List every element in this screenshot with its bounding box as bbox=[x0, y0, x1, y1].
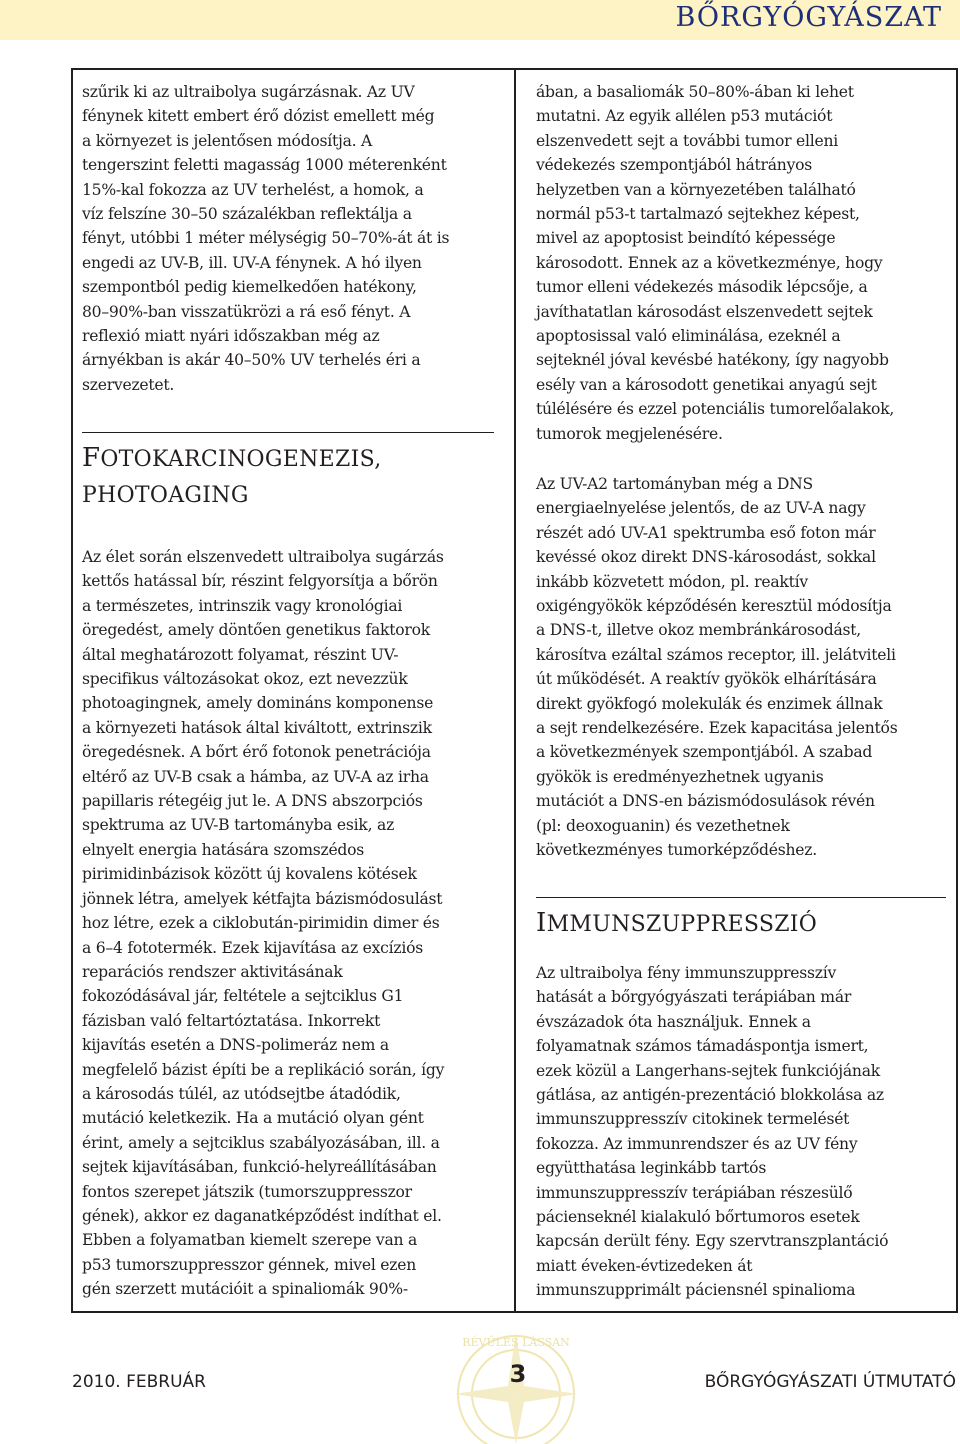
text-line: sejtek kijavításában, funkció-helyreállításában bbox=[82, 1158, 437, 1177]
section-title: BŐRGYÓGYÁSZAT bbox=[675, 2, 942, 33]
text-line: következményes tumorképződéshez. bbox=[536, 841, 817, 860]
text-line: fokozódásával jár, feltétele a sejtciklus G1 bbox=[82, 987, 404, 1006]
text-line: kevéssé okoz direkt DNS-károsodást, sokkal bbox=[536, 548, 876, 567]
text-line: megfelelő bázist építi be a replikáció során, így bbox=[82, 1060, 445, 1079]
publication-name: BŐRGYÓGYÁSZATI ÚTMUTATÓ bbox=[704, 1372, 956, 1392]
text-line: Ebben a folyamatban kiemelt szerepe van a bbox=[82, 1231, 418, 1250]
text-line: mutatni. Az egyik allélen p53 mutációt bbox=[536, 107, 833, 126]
text-line: védekezés szempontjából hátrányos bbox=[536, 156, 813, 175]
text-line: eltérő az UV-B csak a hámba, az UV-A az irha bbox=[82, 767, 429, 786]
text-line: gének), akkor ez daganatképződést indíthat el. bbox=[82, 1206, 442, 1225]
text-line: helyzetben van a környezetében található bbox=[536, 180, 856, 199]
issue-date: 2010. FEBRUÁR bbox=[72, 1372, 206, 1392]
text-line: kettős hatással bír, részint felgyorsítja a bőrön bbox=[82, 572, 438, 591]
text-line: photoagingnek, amely domináns komponense bbox=[82, 694, 434, 713]
text-line: tumor elleni védekezés második lépcsője, a bbox=[536, 278, 868, 297]
text-line: hatását a bőrgyógyászati terápiában már bbox=[536, 988, 852, 1007]
text-line: szempontból pedig kiemelkedően hatékony, bbox=[82, 278, 417, 297]
text-line: gén szerzett mutációit a spinaliomák 90%- bbox=[82, 1280, 408, 1299]
text-line: a környezet is jelentősen módosítja. A bbox=[82, 131, 373, 150]
text-line: pirimidinbázisok között új kovalens kötések bbox=[82, 865, 417, 884]
text-line: szervezetet. bbox=[82, 375, 175, 394]
photoaging-paragraph bbox=[82, 545, 506, 1302]
text-line: Az élet során elszenvedett ultraibolya sugárzás bbox=[82, 548, 444, 566]
text-line: oxigéngyökök képződésén keresztül módosítja bbox=[536, 597, 892, 616]
text-line: mivel az apoptosist beindító képessége bbox=[536, 229, 836, 248]
text-line: Az UV-A2 tartományban még a DNS bbox=[536, 475, 813, 493]
text-line: ában, a basaliomák 50–80%-ában ki lehet bbox=[536, 83, 854, 101]
text-line: p53 tumorszuppresszor génnek, mivel ezen bbox=[82, 1255, 417, 1274]
text-line: direkt gyökfogó molekulák és enzimek állnak bbox=[536, 694, 883, 713]
text-line: árnyékban is akár 40–50% UV terhelés éri a bbox=[82, 351, 421, 370]
text-line: károsítva ezáltal számos receptor, ill. jelátviteli bbox=[536, 645, 896, 664]
text-line: immunszupprimált páciensnél spinalioma bbox=[536, 1281, 856, 1300]
text-line: Az ultraibolya fény immunszuppresszív bbox=[536, 964, 837, 982]
text-line: 15%-kal fokozza az UV terhelést, a homok, a bbox=[82, 180, 424, 199]
text-line: víz felszíne 30–50 százalékban reflektálja a bbox=[82, 205, 412, 224]
text-line: specifikus változásokat okoz, ezt nevezzük bbox=[82, 670, 408, 689]
text-line: a károsodás túlél, az utódsejtbe átadódik, bbox=[82, 1084, 401, 1103]
text-line: reflexió miatt nyári időszakban még az bbox=[82, 327, 380, 346]
text-line: pácienseknél kialakuló bőrtumoros esetek bbox=[536, 1208, 860, 1227]
text-line: immunszuppresszív terápiában részesülő bbox=[536, 1183, 853, 1202]
heading-rule bbox=[536, 897, 946, 898]
text-line: a sejt rendelkezésére. Ezek kapacitása jelentős bbox=[536, 719, 898, 738]
text-line: részét adó UV-A1 spektrumba eső foton már bbox=[536, 523, 876, 542]
text-line: károsodott. Ennek az a következménye, hogy bbox=[536, 253, 883, 272]
text-line: a következmények szempontjából. A szabad bbox=[536, 743, 873, 762]
text-line: normál p53-t tartalmazó sejtekhez képest, bbox=[536, 205, 860, 224]
column-divider bbox=[514, 68, 516, 1313]
text-line: évszázadok óta használjuk. Ennek a bbox=[536, 1012, 811, 1031]
section-heading-photoaging: FOTOKARCINOGENEZIS, PHOTOAGING bbox=[82, 443, 382, 508]
seal-text: RÉVÜLÉS LÁSSAN bbox=[462, 1336, 570, 1349]
text-line: (pl: deoxoguanin) és vezethetnek bbox=[536, 816, 790, 835]
text-line: által meghatározott folyamat, részint UV- bbox=[82, 645, 399, 664]
text-line: tumorok megjelenésére. bbox=[536, 424, 723, 443]
section-heading-immunszuppresszio: IMMUNSZUPPRESSZIÓ bbox=[536, 908, 818, 938]
text-line: fényt, utóbbi 1 méter mélységig 50–70%-át át is bbox=[82, 229, 450, 248]
text-line: kijavítás esetén a DNS-polimeráz nem a bbox=[82, 1036, 389, 1055]
text-line: a DNS-t, illetve okoz membránkárosodást, bbox=[536, 621, 862, 640]
text-line: érint, amely a sejtciklus szabályozásában, ill. a bbox=[82, 1133, 440, 1152]
text-line: 80–90%-ban visszatükrözi a rá eső fényt. A bbox=[82, 302, 411, 321]
text-line: miatt éveken-évtizedeken át bbox=[536, 1256, 753, 1275]
text-line: túlélésére és ezzel potenciális tumorelőalakok, bbox=[536, 400, 895, 419]
text-line: elnyelt energia hatására szomszédos bbox=[82, 840, 365, 859]
text-line: inkább közvetett módon, pl. reaktív bbox=[536, 572, 808, 591]
text-line: mutációt a DNS-en bázismódosulások révén bbox=[536, 792, 875, 811]
text-line: a környezeti hatások által kiváltott, extrinszik bbox=[82, 718, 432, 737]
text-line: sejteknél jóval kevésbé hatékony, így nagyobb bbox=[536, 351, 889, 370]
text-line: a 6–4 fototermék. Ezek kijavítása az excíziós bbox=[82, 938, 423, 957]
text-line: szűrik ki az ultraibolya sugárzásnak. Az UV bbox=[82, 83, 415, 101]
p53-paragraph bbox=[536, 80, 950, 446]
text-line: ezek közül a Langerhans-sejtek funkciójának bbox=[536, 1061, 880, 1080]
text-line: papillaris rétegéig jut le. A DNS abszorpciós bbox=[82, 792, 423, 811]
text-line: elszenvedett sejt a további tumor elleni bbox=[536, 131, 839, 150]
text-line: fénynek kitett embert érő dózist emellett még bbox=[82, 107, 435, 126]
heading-rule bbox=[82, 432, 494, 433]
text-line: esély van a károsodott genetikai anyagú sejt bbox=[536, 375, 877, 394]
text-line: gátlása, az antigén-prezentáció blokkolása az bbox=[536, 1086, 884, 1105]
text-line: engedi az UV-B, ill. UV-A fénynek. A hó ilyen bbox=[82, 253, 422, 272]
text-line: spektruma az UV-B tartományba esik, az bbox=[82, 816, 395, 835]
text-line: gyökök is eredményezhetnek ugyanis bbox=[536, 767, 824, 786]
text-line: együtthatása leginkább tartós bbox=[536, 1159, 767, 1178]
text-line: apoptosissal való eliminálása, ezeknél a bbox=[536, 327, 841, 346]
text-line: jönnek létra, amelyek kétfajta bázismódosulást bbox=[82, 889, 443, 908]
text-line: öregedést, amely döntően genetikus faktorok bbox=[82, 621, 430, 640]
text-line: reparációs rendszer aktivitásának bbox=[82, 962, 343, 981]
text-line: folyamatnak számos támadáspontja ismert, bbox=[536, 1037, 869, 1056]
uva-paragraph bbox=[536, 472, 950, 863]
text-line: immunszuppresszív citokinek termelését bbox=[536, 1110, 850, 1129]
page-number: 3 bbox=[509, 1360, 527, 1388]
text-line: út működését. A reaktív gyökök elhárítására bbox=[536, 670, 877, 689]
text-line: mutáció keletkezik. Ha a mutáció olyan gént bbox=[82, 1109, 424, 1128]
text-line: hoz létre, ezek a ciklobután-pirimidin dimer és bbox=[82, 914, 440, 933]
text-line: öregedésnek. A bőrt érő fotonok penetrációja bbox=[82, 743, 431, 762]
text-line: fázisban való feltartóztatása. Inkorrekt bbox=[82, 1011, 381, 1030]
text-line: javíthatatlan károsodást elszenvedett sejtek bbox=[536, 302, 873, 321]
immunsuppression-paragraph bbox=[536, 961, 950, 1303]
intro-paragraph bbox=[82, 80, 506, 397]
text-line: fontos szerepet játszik (tumorszuppresszor bbox=[82, 1182, 412, 1201]
text-line: energiaelnyelése jelentős, de az UV-A nagy bbox=[536, 499, 866, 518]
text-line: a természetes, intrinszik vagy kronológiai bbox=[82, 596, 403, 615]
text-line: kapcsán derült fény. Egy szervtranszplantáció bbox=[536, 1232, 889, 1251]
text-line: fokozza. Az immunrendszer és az UV fény bbox=[536, 1134, 858, 1153]
text-line: tengerszint feletti magasság 1000 méterenként bbox=[82, 156, 447, 175]
